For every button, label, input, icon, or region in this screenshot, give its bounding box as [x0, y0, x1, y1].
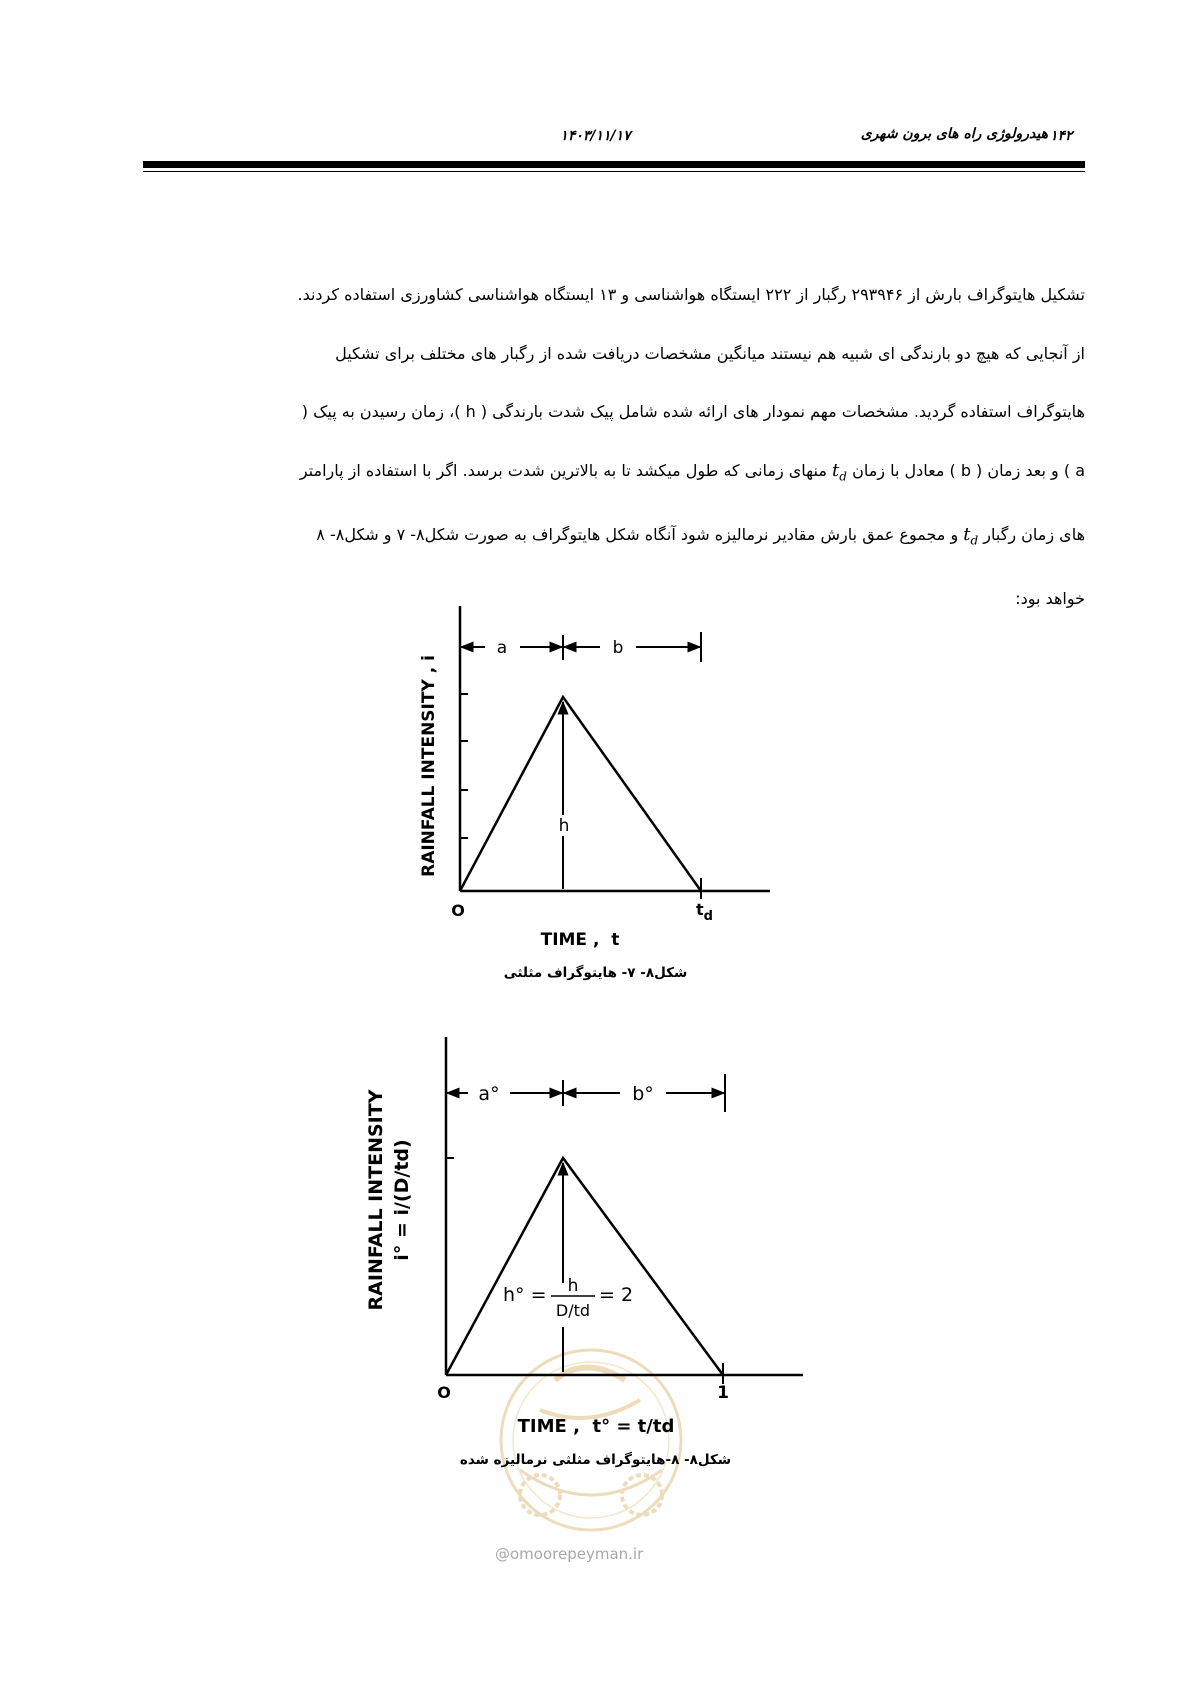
fig2-y-axis-label-2: i° = i/(D/td) [391, 1139, 413, 1261]
fig2-span-b-label: b° [632, 1083, 654, 1105]
book-title: هیدرولوژی راه های برون شهری [860, 126, 1048, 142]
fig1-origin-label: O [451, 901, 465, 920]
body-line-5a: های زمان رگبار [983, 524, 1085, 544]
body-line-4a: a ) و بعد زمان ( b ) معادل با زمان [852, 460, 1085, 480]
fig1-peak-label: h [558, 816, 570, 836]
td-symbol: $t_d$ [963, 523, 979, 548]
body-line-2: از آنجایی که هیچ دو بارندگی ای شبیه هم نیستند میانگین مشخصات دریافت شده از رگبار های مختلف برای تشکیل [335, 343, 1085, 363]
fig2-origin-label: O [437, 1383, 451, 1402]
fig2-peak-numerator: h [567, 1276, 579, 1296]
body-line-5b: و مجموع عمق بارش مقادیر نرمالیزه شود آنگاه شکل هایتوگراف به صورت شکل۸- ۷ و شکل۸- ۸ [316, 524, 959, 544]
watermark-url: @omoorepeyman.ir [495, 1545, 644, 1563]
header-date: ۱۴۰۳/۱۱/۱۷ [560, 128, 631, 144]
td-symbol: $t_d$ [832, 459, 847, 484]
fig2-hyetograph-triangle [446, 1158, 723, 1375]
fig1-span-a-label: a [496, 638, 508, 658]
figure1-caption: شکل۸- ۷- هایتوگراف مثلثی [503, 965, 688, 981]
fig2-span-a-label: a° [478, 1083, 500, 1105]
body-line-4b: منهای زمانی که طول میکشد تا به بالاترین شدت برسد. اگر با استفاده از پارامتر [299, 460, 827, 480]
body-line-1: تشکیل هایتوگراف بارش از ۲۹۳۹۴۶ رگبار از ۲۲۲ ایستگاه هواشناسی و ۱۳ ایستگاه هواشناسی کشاورزی استفاده کردند. [297, 285, 1085, 304]
figure2-caption: شکل۸- ۸-هایتوگراف مثلثی نرمالیزه شده [459, 1452, 732, 1468]
fig2-end-label: 1 [717, 1383, 729, 1403]
fig2-peak-value: = 2 [599, 1284, 634, 1306]
body-line-6: خواهد بود: [1015, 588, 1085, 608]
watermark-logo [501, 1350, 681, 1530]
fig1-x-axis-label: TIME , t [540, 930, 620, 950]
fig2-peak-denominator: D/td [555, 1301, 591, 1320]
fig2-peak-label: h° = [503, 1284, 547, 1306]
fig1-end-label: $t_d$ [696, 900, 713, 924]
fig2-x-axis-label: TIME , t° = t/td [517, 1416, 675, 1437]
fig1-y-axis-label: RAINFALL INTENSITY , i [419, 655, 439, 877]
page-number: ۱۴۲ [1050, 128, 1073, 144]
body-line-3: هایتوگراف استفاده گردید. مشخصات مهم نمودار های ارائه شده شامل پیک شدت بارندگی ( h )، زمان رسیدن به پیک ( [301, 402, 1085, 421]
fig1-hyetograph-triangle [460, 697, 701, 891]
fig1-span-b-label: b [612, 638, 624, 658]
fig2-y-axis-label-1: RAINFALL INTENSITY [365, 1089, 387, 1311]
